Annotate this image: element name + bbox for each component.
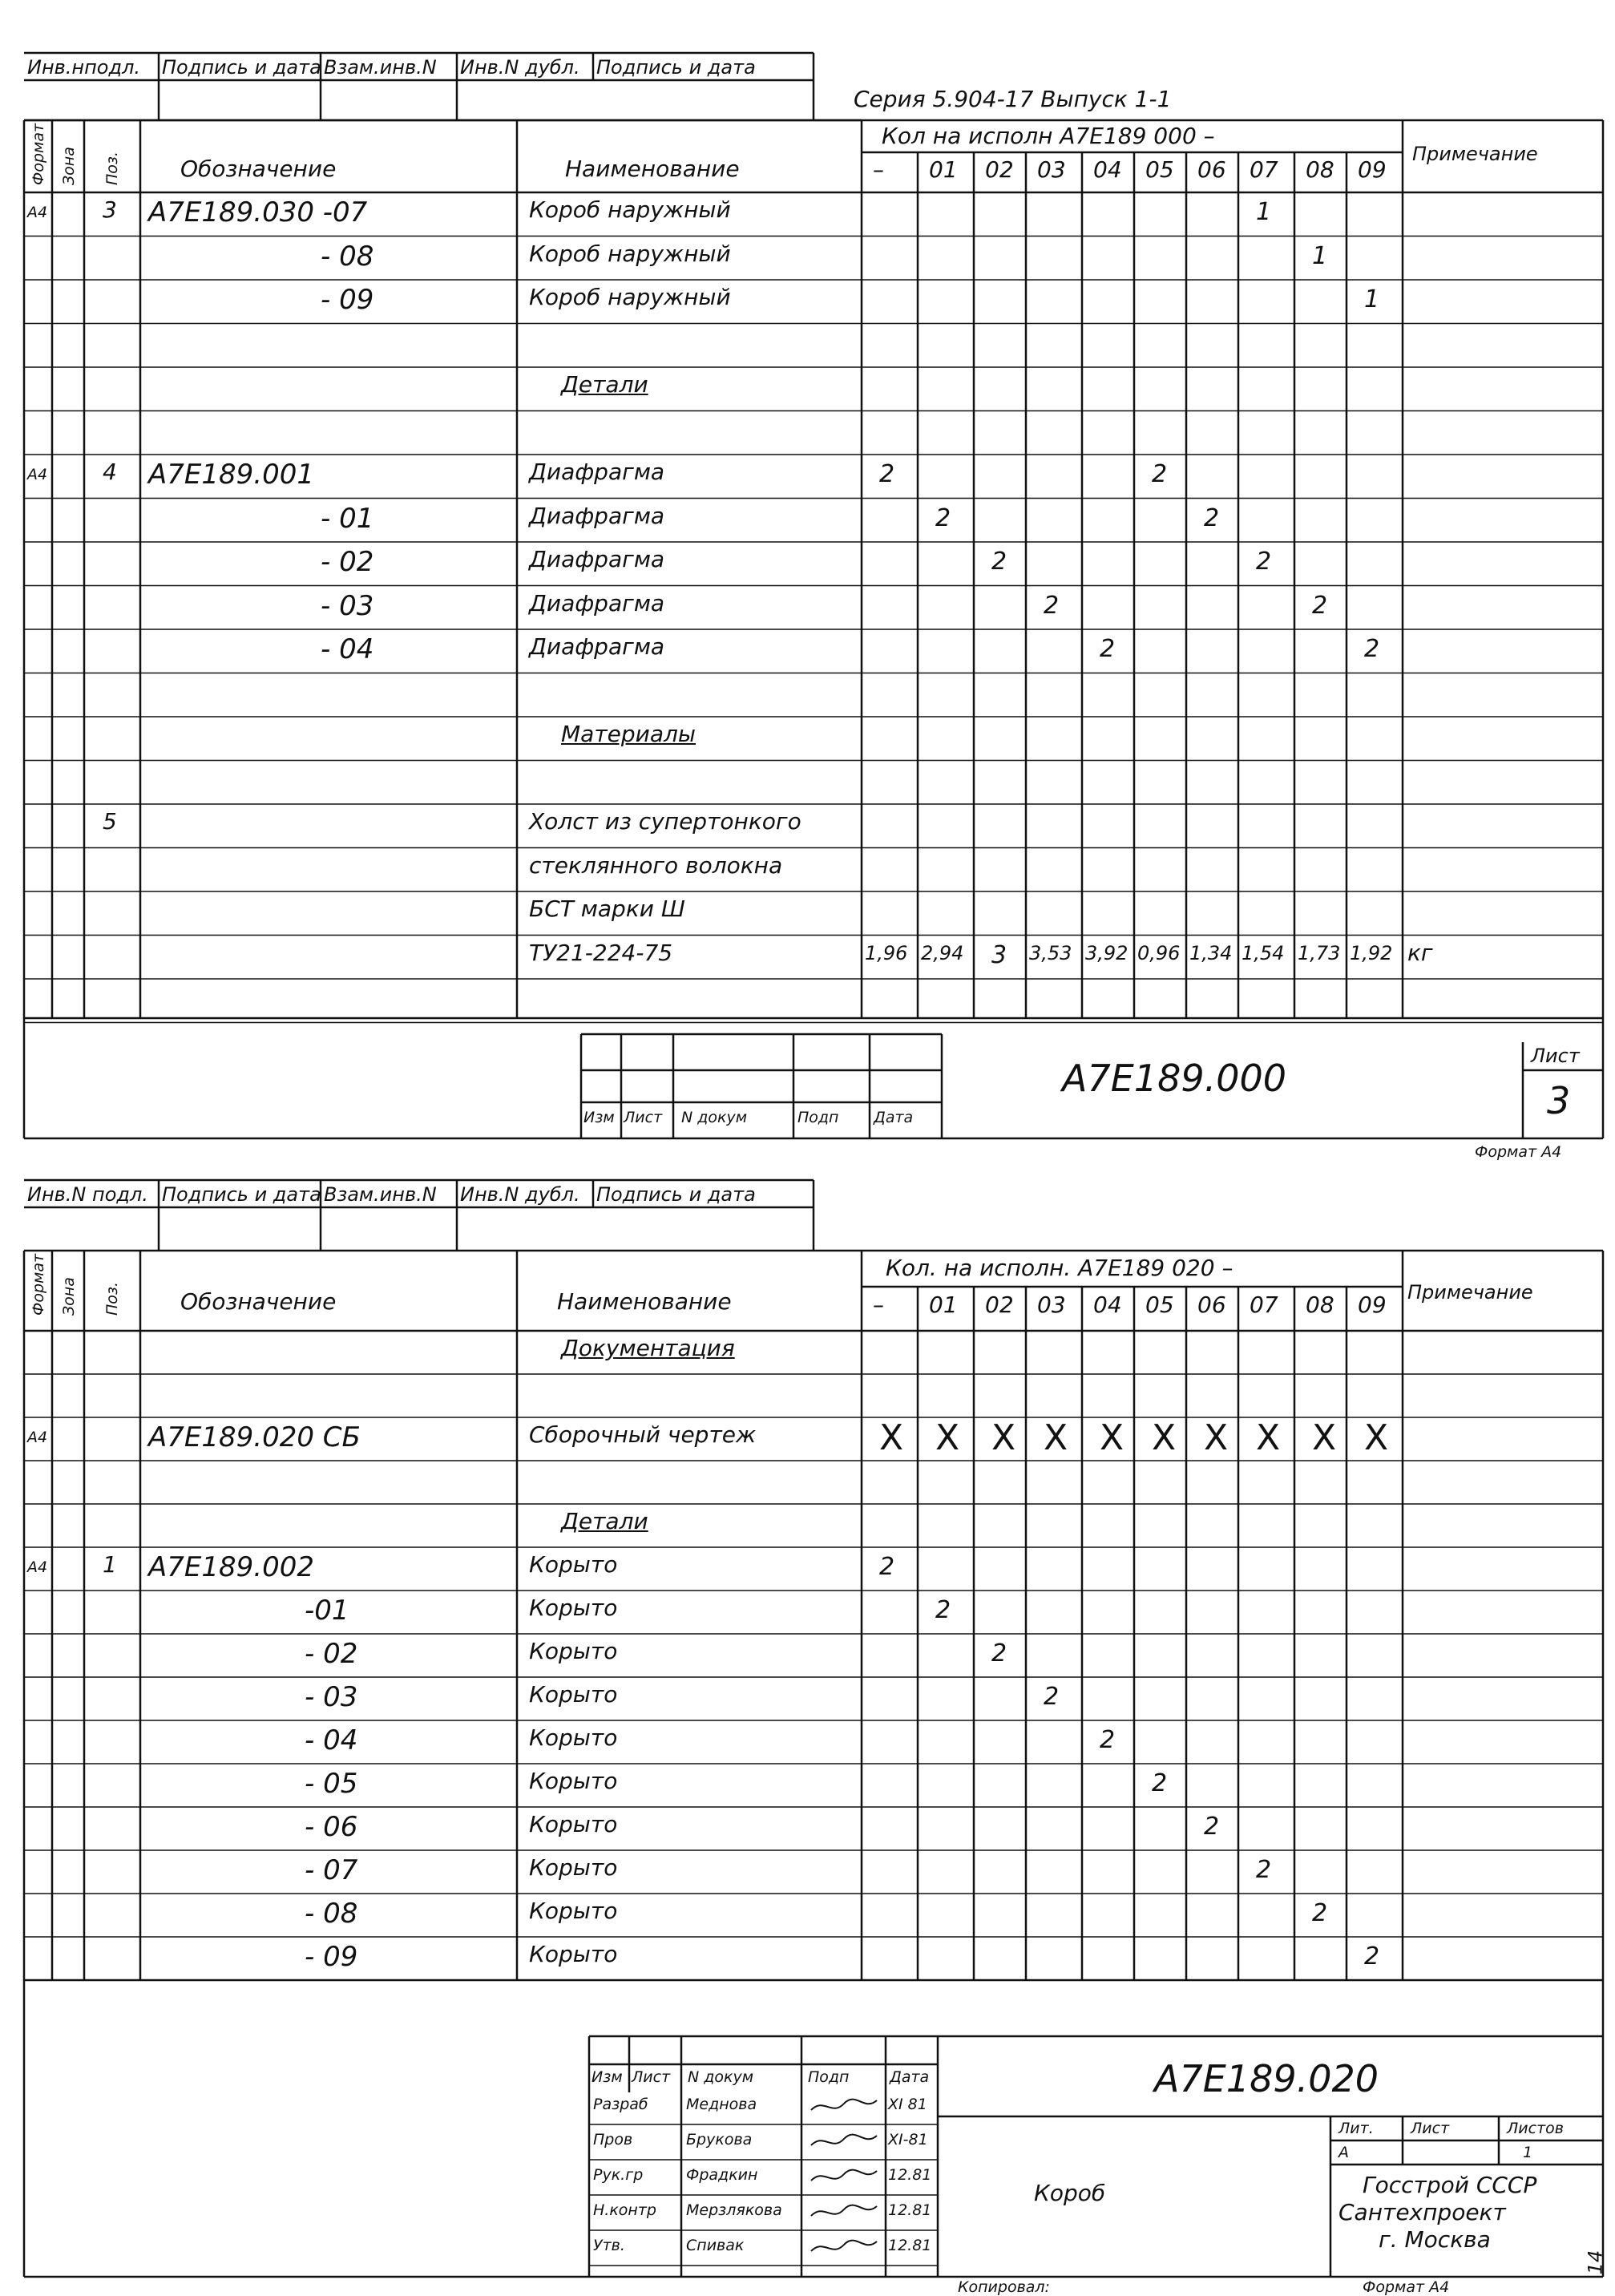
qty-cell: X: [1100, 1417, 1124, 1458]
variant-header: 05: [1145, 156, 1174, 183]
qty-cell: X: [1364, 1417, 1389, 1458]
stamp-inv-orig: Инв.N подл.: [27, 1183, 148, 1206]
col-name-header: Наименование: [565, 156, 740, 182]
sheet-number: 3: [1547, 1079, 1571, 1122]
spec-sheet-2: [0, 1162, 1615, 2296]
cell-name: Диафрагма: [529, 633, 665, 660]
variant-header: 01: [929, 1292, 958, 1318]
qty-cell: 2: [1256, 1856, 1272, 1884]
format-label: Формат А4: [1363, 2278, 1450, 2296]
qty-cell: 1,96: [865, 941, 908, 964]
signature-mark: [808, 2094, 880, 2118]
variant-header: 02: [985, 1292, 1014, 1318]
stamp-dup-inv: Инв.N дубл.: [460, 56, 580, 79]
lit-label: Лит.: [1338, 2120, 1374, 2137]
variant-header: 07: [1250, 156, 1278, 183]
sheet-label: Лист: [1411, 2120, 1450, 2137]
sheets-label: Листов: [1507, 2120, 1564, 2137]
cell-name: Документация: [561, 1335, 735, 1361]
col-designation-header: Обозначение: [180, 1288, 337, 1315]
cell-format: А4: [27, 1429, 48, 1446]
qty-cell: 2: [991, 1639, 1007, 1667]
person-name: Фрадкин: [686, 2166, 758, 2184]
stamp-sign-date: Подпись и дата: [162, 56, 321, 79]
person-role: Утв.: [593, 2237, 625, 2254]
cell-name: БСТ марки Ш: [529, 895, 685, 922]
cell-name: Диафрагма: [529, 502, 665, 529]
cell-name: Корыто: [529, 1638, 618, 1664]
qty-cell: 2: [879, 460, 895, 488]
col-format-header: Формат: [30, 123, 47, 185]
qty-cell: 2: [879, 1553, 895, 1581]
person-date: 12.81: [888, 2237, 932, 2254]
cell-designation: А7Е189.001: [148, 459, 314, 491]
qty-cell: 1: [1312, 241, 1328, 270]
cell-format: А4: [27, 1558, 48, 1576]
cell-note: кг: [1407, 939, 1433, 966]
variant-header: 08: [1306, 156, 1334, 183]
qty-cell: 2: [1312, 591, 1328, 620]
stamp-replace-inv: Взам.инв.N: [324, 56, 437, 79]
cell-pos: 4: [103, 459, 117, 485]
tb-label-sign: Подп: [808, 2068, 850, 2086]
cell-format: А4: [27, 204, 48, 221]
tb-label-change: Изм: [583, 1109, 615, 1126]
cell-name: Корыто: [529, 1681, 618, 1708]
cell-designation: - 09: [305, 1941, 358, 1973]
qty-cell: X: [1256, 1417, 1281, 1458]
qty-cell: 1,34: [1189, 941, 1233, 964]
person-name: Мерзлякова: [686, 2201, 782, 2219]
qty-cell: 2: [1100, 635, 1116, 663]
doc-number: А7Е189.000: [1062, 1057, 1287, 1100]
cell-pos: 1: [103, 1551, 117, 1578]
qty-cell: X: [879, 1417, 904, 1458]
signature-mark: [808, 2129, 880, 2153]
cell-format: А4: [27, 466, 48, 483]
stamp-sign-date: Подпись и дата: [162, 1183, 321, 1206]
person-role: Н.контр: [593, 2201, 656, 2219]
qty-cell: 2: [1204, 503, 1220, 532]
cell-name: Короб наружный: [529, 284, 731, 310]
qty-cell: 3,92: [1085, 941, 1128, 964]
qty-cell: 2: [935, 503, 951, 532]
person-date: 12.81: [888, 2201, 932, 2219]
qty-cell: 2: [1364, 1942, 1380, 1971]
sheets-value: 1: [1523, 2144, 1533, 2161]
qty-cell: 2: [935, 1596, 951, 1624]
qty-cell: 2: [1044, 1683, 1060, 1711]
cell-designation: - 04: [305, 1724, 358, 1756]
qty-cell: 1,54: [1242, 941, 1285, 964]
stamp-sign-date-2: Подпись и дата: [596, 56, 756, 79]
tb-label-date: Дата: [874, 1109, 914, 1126]
col-pos-header: Поз.: [103, 1281, 121, 1316]
cell-name: Материалы: [561, 721, 696, 747]
qty-cell: 1: [1364, 285, 1380, 313]
variant-header: 01: [929, 156, 958, 183]
col-note-header: Примечание: [1407, 1281, 1533, 1304]
cell-name: ТУ21-224-75: [529, 939, 673, 966]
cell-designation: - 07: [305, 1854, 358, 1886]
qty-cell: 3,53: [1029, 941, 1072, 964]
stamp-dup-inv: Инв.N дубл.: [460, 1183, 580, 1206]
qty-cell: 2: [1256, 548, 1272, 576]
col-note-header: Примечание: [1412, 143, 1538, 165]
cell-designation: - 03: [321, 589, 374, 622]
cell-name: Холст из супертонкого: [529, 808, 801, 835]
series-label: Серия 5.904-17 Выпуск 1-1: [854, 86, 1172, 112]
cell-name: Короб наружный: [529, 196, 731, 223]
cell-pos: 5: [103, 808, 117, 835]
cell-designation: - 08: [321, 240, 374, 273]
person-role: Разраб: [593, 2096, 648, 2113]
cell-name: Корыто: [529, 1898, 618, 1924]
signature-mark: [808, 2200, 880, 2224]
cell-name: Короб наружный: [529, 240, 731, 267]
qty-cell: 2: [1152, 1769, 1168, 1797]
cell-name: Корыто: [529, 1811, 618, 1837]
cell-name: Корыто: [529, 1768, 618, 1794]
person-name: Спивак: [686, 2237, 745, 2254]
col-zone-header: Зона: [60, 1277, 78, 1316]
col-format-header: Формат: [30, 1253, 47, 1316]
lit-value: А: [1338, 2144, 1349, 2161]
tb-label-docnum: N докум: [681, 1109, 748, 1126]
qty-cell: 2: [1364, 635, 1380, 663]
variant-header: 08: [1306, 1292, 1334, 1318]
col-zone-header: Зона: [60, 147, 78, 185]
variant-header: –: [873, 1292, 884, 1318]
tb-label-docnum: N докум: [688, 2068, 754, 2086]
cell-name: Детали: [561, 371, 648, 398]
cell-designation: - 02: [321, 546, 374, 578]
variant-header: 09: [1358, 1292, 1387, 1318]
tb-label-sign: Подп: [797, 1109, 839, 1126]
sheet-label: Лист: [1531, 1045, 1580, 1067]
cell-name: Сборочный чертеж: [529, 1421, 757, 1448]
col-designation-header: Обозначение: [180, 156, 337, 182]
cell-designation: - 09: [321, 284, 374, 316]
variant-header: 04: [1093, 156, 1122, 183]
person-date: XI 81: [888, 2096, 927, 2113]
person-name: Брукова: [686, 2131, 753, 2148]
tb-label-sheet: Лист: [624, 1109, 663, 1126]
qty-cell: 2,94: [921, 941, 964, 964]
cell-name: Корыто: [529, 1595, 618, 1621]
copied-label: Копировал:: [958, 2278, 1050, 2296]
variant-header: –: [873, 156, 884, 183]
cell-designation: - 05: [305, 1768, 358, 1800]
person-role: Рук.гр: [593, 2166, 644, 2184]
cell-name: Диафрагма: [529, 589, 665, 616]
format-label: Формат А4: [1475, 1143, 1562, 1161]
cell-designation: - 04: [321, 633, 374, 665]
cell-designation: - 01: [321, 502, 374, 535]
org-line-1: Госстрой СССР: [1363, 2172, 1537, 2198]
cell-name: Корыто: [529, 1941, 618, 1967]
person-role: Пров: [593, 2131, 633, 2148]
cell-pos: 3: [103, 196, 117, 223]
cell-name: Корыто: [529, 1724, 618, 1751]
qty-cell: X: [1204, 1417, 1229, 1458]
qty-cell: 0,96: [1137, 941, 1181, 964]
cell-designation: -01: [305, 1595, 349, 1627]
qty-cell: X: [991, 1417, 1016, 1458]
qty-cell: 2: [1312, 1899, 1328, 1927]
qty-cell: 1: [1256, 198, 1272, 226]
org-line-2: Сантехпроект: [1338, 2199, 1506, 2225]
variant-header: 05: [1145, 1292, 1174, 1318]
qty-cell: 2: [991, 548, 1007, 576]
item-name: Короб: [1034, 2180, 1106, 2206]
variant-header: 04: [1093, 1292, 1122, 1318]
col-pos-header: Поз.: [103, 151, 121, 185]
cell-designation: - 06: [305, 1811, 358, 1843]
qty-cell: 3: [991, 940, 1007, 969]
variant-header: 06: [1197, 156, 1226, 183]
col-name-header: Наименование: [557, 1288, 732, 1315]
person-date: 12.81: [888, 2166, 932, 2184]
stamp-inv-orig: Инв.нподл.: [27, 56, 141, 79]
cell-name: Детали: [561, 1508, 648, 1534]
cell-designation: - 08: [305, 1898, 358, 1930]
cell-designation: А7Е189.002: [148, 1551, 314, 1583]
cell-name: Диафрагма: [529, 546, 665, 572]
variant-header: 07: [1250, 1292, 1278, 1318]
person-date: XI-81: [888, 2131, 928, 2148]
person-name: Меднова: [686, 2096, 757, 2113]
variant-header: 09: [1358, 156, 1387, 183]
qty-cell: X: [1044, 1417, 1068, 1458]
doc-number: А7Е189.020: [1154, 2057, 1379, 2100]
tb-label-date: Дата: [890, 2068, 930, 2086]
cell-designation: - 02: [305, 1638, 358, 1670]
signature-mark: [808, 2165, 880, 2189]
qty-cell: 1,73: [1298, 941, 1341, 964]
cell-name: Корыто: [529, 1854, 618, 1881]
cell-designation: А7Е189.020 СБ: [148, 1421, 361, 1453]
cell-designation: - 03: [305, 1681, 358, 1713]
col-qty-title: Кол. на исполн. А7Е189 020 –: [886, 1255, 1233, 1281]
qty-cell: 2: [1204, 1813, 1220, 1841]
tb-label-sheet: Лист: [632, 2068, 671, 2086]
tb-label-change: Изм: [591, 2068, 623, 2086]
qty-cell: 2: [1152, 460, 1168, 488]
cell-name: Корыто: [529, 1551, 618, 1578]
org-line-3: г. Москва: [1379, 2226, 1491, 2253]
cell-name: Диафрагма: [529, 459, 665, 485]
variant-header: 06: [1197, 1292, 1226, 1318]
variant-header: 03: [1037, 156, 1066, 183]
qty-cell: 2: [1100, 1726, 1116, 1754]
qty-cell: X: [1152, 1417, 1177, 1458]
qty-cell: 1,92: [1350, 941, 1393, 964]
qty-cell: 2: [1044, 591, 1060, 620]
qty-cell: X: [1312, 1417, 1337, 1458]
cell-name: стеклянного волокна: [529, 851, 783, 879]
stamp-replace-inv: Взам.инв.N: [324, 1183, 437, 1206]
stamp-sign-date-2: Подпись и дата: [596, 1183, 756, 1206]
side-page-number: 14: [1584, 2250, 1607, 2275]
signature-mark: [808, 2235, 880, 2259]
col-qty-title: Кол на исполн А7Е189 000 –: [882, 123, 1215, 149]
variant-header: 03: [1037, 1292, 1066, 1318]
qty-cell: X: [935, 1417, 960, 1458]
cell-designation: А7Е189.030 -07: [148, 196, 368, 228]
variant-header: 02: [985, 156, 1014, 183]
